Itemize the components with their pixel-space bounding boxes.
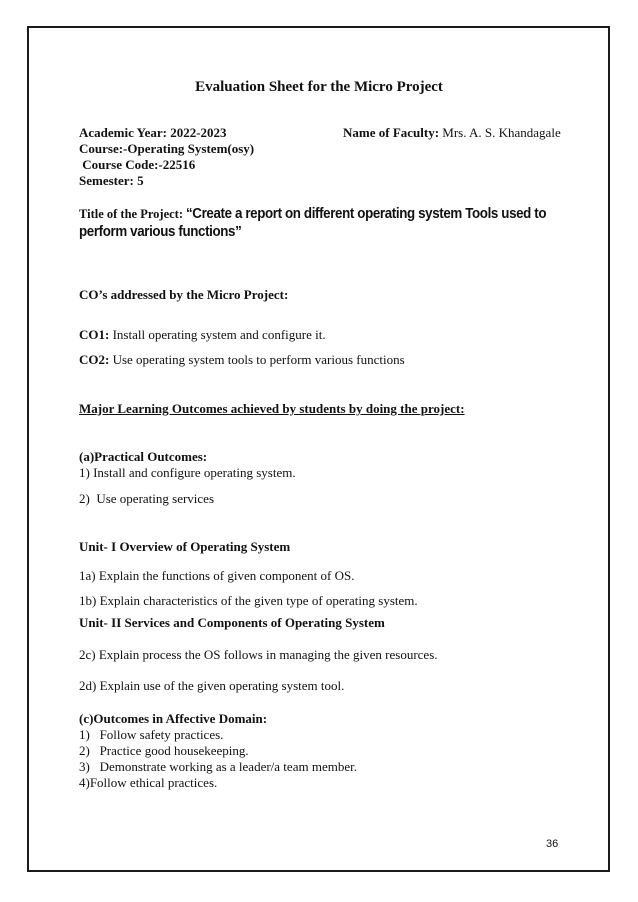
unit2-item-1: 2c) Explain process the OS follows in managing the given resources.: [79, 647, 438, 662]
unit2-item-2: 2d) Explain use of the given operating system tool.: [79, 678, 345, 693]
unit2-heading: Unit- II Services and Components of Operating System: [79, 615, 385, 630]
affective-item-4: 4)Follow ethical practices.: [79, 775, 218, 790]
co2: [79, 352, 405, 368]
co1: [79, 327, 326, 343]
faculty-label: Name of Faculty:: [343, 125, 440, 140]
page-number: 36: [546, 838, 559, 850]
project-title-label: Title of the Project:: [79, 207, 187, 221]
course-code: Course Code:-22516: [79, 157, 196, 172]
unit1-heading: Unit- I Overview of Operating System: [79, 539, 291, 554]
semester: Semester: 5: [79, 173, 144, 188]
co2-label: CO2:: [79, 352, 110, 367]
unit1-item-1: 1a) Explain the functions of given component of OS.: [79, 568, 355, 583]
co1-label: CO1:: [79, 327, 110, 342]
affective-item-1: 1) Follow safety practices.: [79, 727, 224, 742]
practical-item-1: 1) Install and configure operating system.: [79, 465, 296, 480]
faculty-value: Mrs. A. S. Khandagale: [439, 125, 561, 140]
major-outcomes-heading: Major Learning Outcomes achieved by students by doing the project:: [79, 401, 465, 416]
faculty: [343, 125, 561, 141]
project-title-line1: [79, 205, 578, 223]
co-heading: CO’s addressed by the Micro Project:: [79, 287, 289, 302]
affective-heading: (c)Outcomes in Affective Domain:: [79, 711, 268, 726]
practical-item-2: 2) Use operating services: [79, 491, 215, 506]
course: Course:-Operating System(osy): [79, 141, 255, 156]
affective-item-2: 2) Practice good housekeeping.: [79, 743, 249, 758]
project-title-text-1: “Create a report on different operating system Tools used to: [186, 206, 547, 222]
page-title: Evaluation Sheet for the Micro Project: [195, 79, 443, 95]
co2-text: Use operating system tools to perform various functions: [109, 352, 405, 367]
practical-heading: (a)Practical Outcomes:: [79, 449, 208, 464]
unit1-item-2: 1b) Explain characteristics of the given type of operating system.: [79, 593, 418, 608]
co1-text: Install operating system and configure it.: [109, 327, 326, 342]
academic-year: Academic Year: 2022-2023: [79, 125, 227, 140]
project-title-line2: perform various functions”: [79, 224, 242, 240]
affective-item-3: 3) Demonstrate working as a leader/a team member.: [79, 759, 357, 774]
